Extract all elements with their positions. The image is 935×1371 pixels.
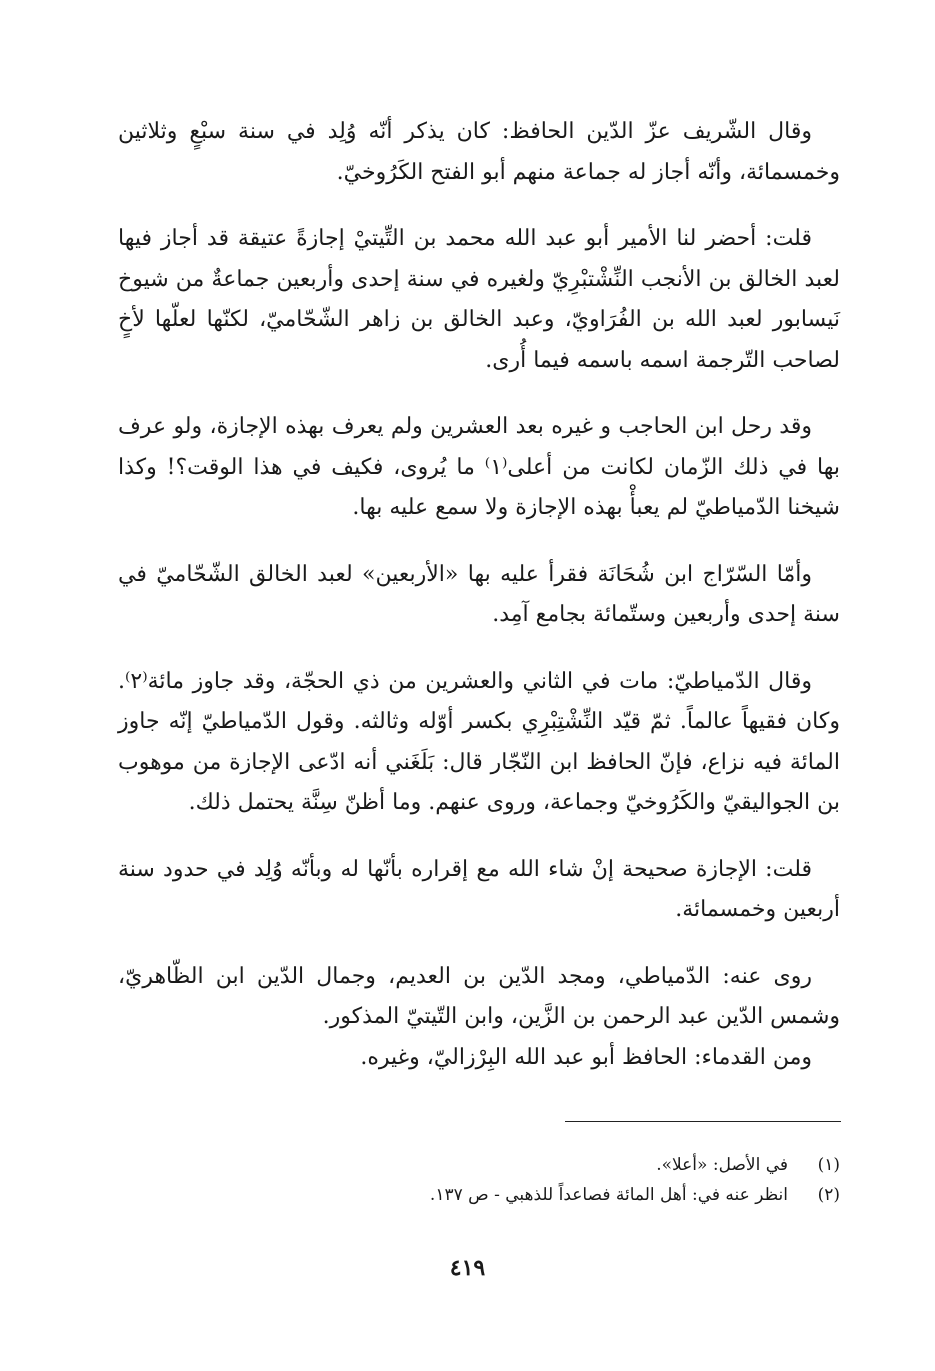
page-number: ٤١٩: [449, 1255, 486, 1281]
paragraph-8-text: ومن القدماء: الحافظ أبو عبد الله البِرْزاليّ، وغيره.: [360, 1044, 812, 1070]
footnote-1: [118, 1150, 840, 1180]
paragraph-2-text: قلت: أحضر لنا الأمير أبو عبد الله محمد بن التِّيتيْ إجازةً عتيقة قد أجاز فيها لعبد الخالق بن الأنجب النِّشْتبْرِيّ ولغيره في سنة إحدى وأربعين جماعةٌ من شيوخ نَيسابور لعبد الله بن الفُرَاويّ، وعبد الخالق بن زاهر الشّحّاميّ، لكنّها لعلّها لأخٍ لصاحب التّرجمة اسمه باسمه فيما أُرى.: [118, 226, 840, 373]
footnote-1-number: (١): [817, 1155, 840, 1175]
paragraph-7-text: روى عنه: الدّمياطي، ومجد الدّين بن العديم، وجمال الدّين ابن الظّاهريّ، وشمس الدّين عبد الرحمن بن الزَّين، وابن التّيتيّ المذكور.: [118, 963, 840, 1029]
footnote-2-number: (٢): [817, 1185, 840, 1205]
paragraph-4: [118, 555, 840, 636]
footnote-1-text: في الأصل: «أعلا».: [656, 1155, 788, 1175]
paragraph-1-text: وقال الشّريف عزّ الدّين الحافظ: كان يذكر أنّه وُلِد في سنة سبْعٍ وثلاثين وخمسمائة، وأنّه أجاز له جماعة منهم أبو الفتح الكَرُوخيّ.: [118, 119, 840, 185]
paragraph-3: [118, 407, 840, 529]
paragraph-7: [118, 957, 840, 1038]
footnote-2: [118, 1180, 840, 1210]
paragraph-8: [118, 1038, 840, 1079]
footnotes: [118, 1150, 840, 1210]
paragraph-3-text: وقد رحل ابن الحاجب و غيره بعد العشرين ولم يعرف بهذه الإجازة، ولو عرف بها في ذلك الزّمان لكانت من أعلى⁽١⁾ ما يُروى، فكيف في هذا الوقت؟! وكذا شيخنا الدّمياطيّ لم يعبأْ بهذه الإجازة ولا سمع عليه بها.: [118, 414, 840, 520]
paragraph-6-text: قلت: الإجازة صحيحة إنْ شاء الله مع إقراره بأنّها له وبأنّه وُلِد في حدود سنة أربعين وخمسمائة.: [118, 856, 840, 922]
paragraph-1: [118, 112, 840, 193]
footnote-divider: [565, 1121, 841, 1122]
paragraph-4-text: وأمّا السّرّاج ابن شُحَانَة فقرأ عليه بها «الأربعين» لعبد الخالق الشّحّاميّ في سنة إحدى وأربعين وستّمائة بجامع آمِد.: [118, 561, 840, 627]
footnote-2-text: انظر عنه في: أهل المائة فصاعداً للذهبي - ص ١٣٧.: [429, 1185, 788, 1205]
paragraph-5-text: وقال الدّمياطيّ: مات في الثاني والعشرين من ذي الحجّة، وقد جاوز مائة⁽٢⁾. وكان فقيهاً عالماً. ثمّ قيّد النِّشْتِبْرِي بكسر أوّله وثالثه. وقول الدّمياطيّ إنّه جاوز المائة فيه نزاع، فإنّ الحافظ ابن النّجّار قال: بَلَغَني أنه ادّعى الإجازة من موهوب بن الجواليقيّ والكَرُوخيّ وجماعة، وروى عنهم. وما أظنّ سِنَّة يحتمل ذلك.: [118, 668, 840, 815]
paragraph-6: [118, 850, 840, 931]
paragraph-5: [118, 662, 840, 824]
main-text: [118, 112, 840, 1078]
paragraph-2: [118, 219, 840, 381]
